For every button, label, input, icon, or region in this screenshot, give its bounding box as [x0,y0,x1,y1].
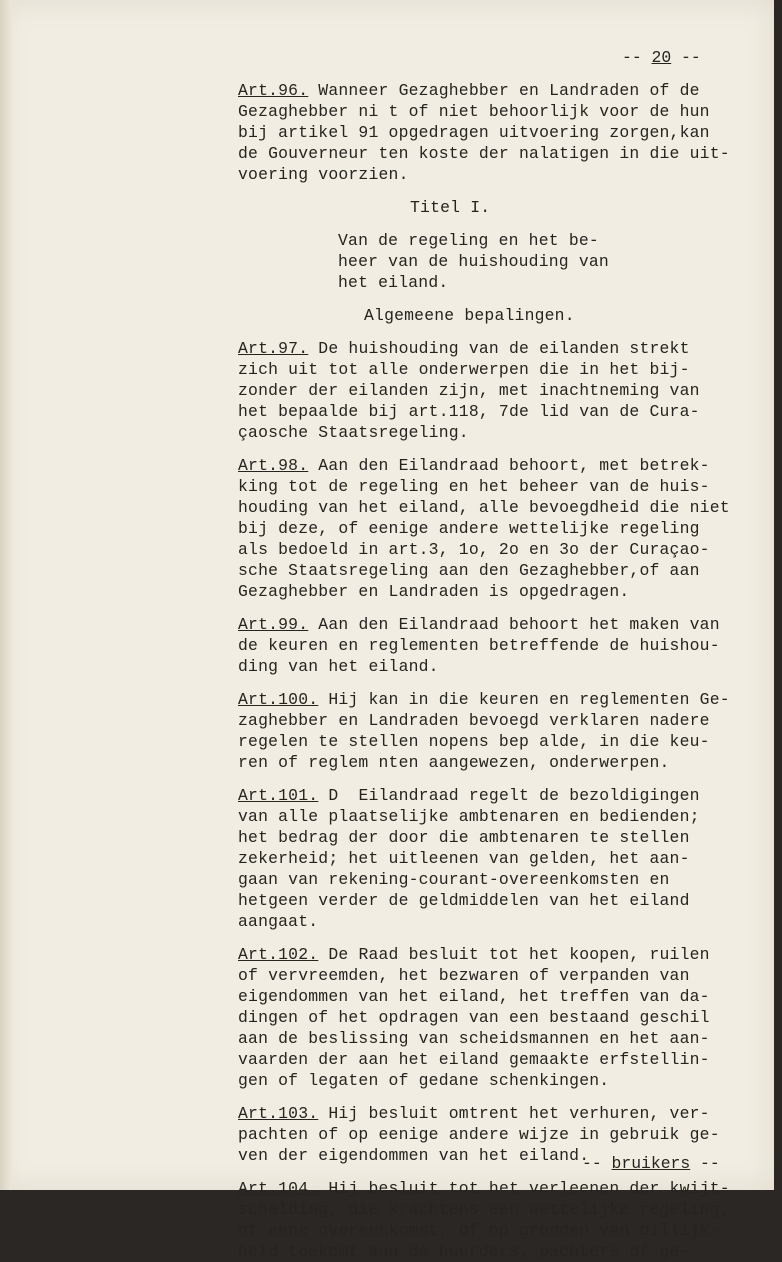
article-102: Art.102. De Raad besluit tot het koopen, ruilen of vervreemden, het bezwaren of verpanden van eigendommen van het eiland, het treffen van da- dingen of het opdragen van een bestaand geschil aan de beslissing van scheidsmannen en het aan- vaarden der aan het eiland gemaakte erfstellin- gen of legaten of gedane schenkingen. [238,945,710,1090]
document-body [238,48,738,1262]
article-label: Art.101. [238,786,319,805]
title-heading: Titel I. [410,198,491,217]
catchword: -- bruikers -- [582,1154,720,1173]
article-96: Art.96. Wanneer Gezaghebber en Landraden of de Gezaghebber ni t of niet behoorlijk voor de hun bij artikel 91 opgedragen uitvoering zorgen,kan de Gouverneur ten koste der nalatigen in die uit- voering voorzien. [238,81,730,184]
article-label: Art.103. [238,1104,319,1123]
article-label: Art.97. [238,339,309,358]
article-98: Art.98. Aan den Eilandraad behoort, met betrek- king tot de regeling en het beheer van de huis- houding van het eiland, alle bevoegdheid die niet bij deze, of eenige andere wettelijke regeling als bedoeld in art.3, 1o, 2o en 3o der Curaçao- sche Staatsregeling aan den Gezaghebber,of aan Gezaghebber en Landraden is opgedragen. [238,456,730,601]
article-101: Art.101. D Eilandraad regelt de bezoldigingen van alle plaatselijke ambtenaren en bedienden; het bedrag der door die ambtenaren te stellen zekerheid; het uitleenen van gelden, het aan- gaan van rekening-courant-overeenkomsten en hetgeen verder de geldmiddelen van het eiland aangaat. [238,786,700,931]
article-label: Art.98. [238,456,309,475]
title-subtitle: Van de regeling en het be- heer van de huishouding van het eiland. [338,231,609,292]
page-number: -- 20 -- [622,48,701,67]
section-heading: Algemeene bepalingen. [364,306,575,325]
article-label: Art.100. [238,690,319,709]
article-label: Art.104. [238,1179,319,1198]
article-99: Art.99. Aan den Eilandraad behoort het maken van de keuren en reglementen betreffende de huishou- ding van het eiland. [238,615,720,676]
article-100: Art.100. Hij kan in die keuren en reglementen Ge- zaghebber en Landraden bevoegd verklaren nadere regelen te stellen nopens bep alde, in die keu- ren of reglem nten aangewezen, onderwerpen. [238,690,730,772]
article-label: Art.102. [238,945,319,964]
article-label: Art.96. [238,81,309,100]
article-104: Art.104. Hij besluit tot het verleenen der kwijt- schelding, die krachtens een wettelijke regeling, of eene overeenkomst, of op gronden van billijk- heid toekomt aan de huurders, pachters of ge- [238,1179,730,1261]
article-103: Art.103. Hij besluit omtrent het verhuren, ver- pachten of op eenige andere wijze in gebruik ge- ven der eigendommen van het eiland. [238,1104,720,1165]
page-edge [0,0,12,1190]
article-label: Art.99. [238,615,309,634]
article-97: Art.97. De huishouding van de eilanden strekt zich uit tot alle onderwerpen die in het bij- zonder der eilanden zijn, met inachtneming van het bepaalde bij art.118, 7de lid van de Cura- çaosche Staatsregeling. [238,339,700,442]
